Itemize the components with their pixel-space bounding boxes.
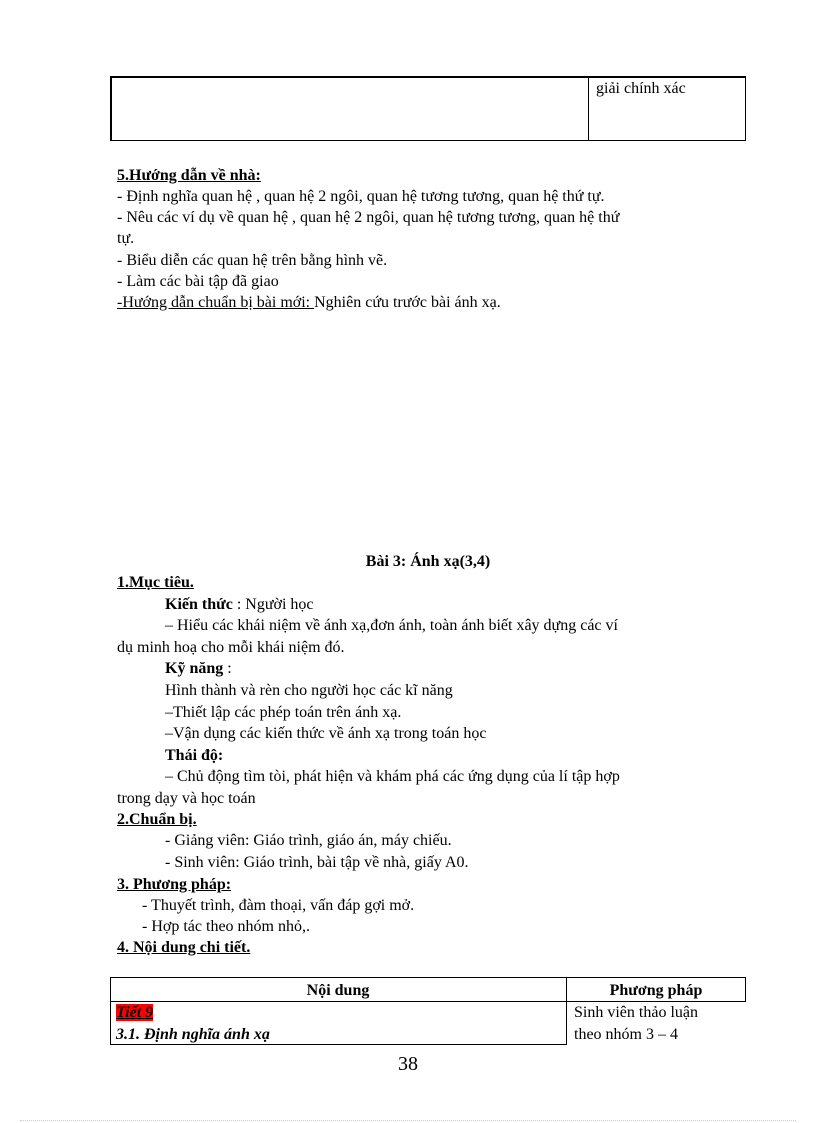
skills-item: –Vận dụng các kiến thức về ánh xạ trong toán học xyxy=(165,725,487,742)
skills-suffix: : xyxy=(223,660,232,677)
page-number: 38 xyxy=(398,1053,418,1075)
attitude-desc: – Chủ động tìm tòi, phát hiện và khám phá các ứng dụng của lí tập hợp xyxy=(165,768,620,785)
content-heading: 4. Nội dung chi tiết. xyxy=(117,939,251,956)
homework-heading: 5.Hướng dẫn về nhà: xyxy=(117,167,261,184)
footer-divider xyxy=(20,1120,796,1121)
method-item: - Thuyết trình, đàm thoại, vấn đáp gợi mở. xyxy=(142,897,415,914)
section-title: 3.1. Định nghĩa ánh xạ xyxy=(116,1026,270,1043)
homework-line: - Nêu các ví dụ về quan hệ , quan hệ 2 ngôi, quan hệ tương tương, quan hệ thứ xyxy=(117,209,620,226)
homework-prep-text: Nghiên cứu trước bài ánh xạ. xyxy=(314,294,501,311)
skills-item: Hình thành và rèn cho người học các kĩ năng xyxy=(165,682,453,699)
method-cell-line: theo nhóm 3 – 4 xyxy=(574,1026,678,1043)
knowledge-desc: – Hiểu các khái niệm về ánh xạ,đơn ánh, toàn ánh biết xây dựng các ví xyxy=(165,617,618,634)
homework-prep-line xyxy=(117,292,501,313)
knowledge-text: : Người học xyxy=(232,596,314,613)
attitude-label: Thái độ: xyxy=(165,747,224,764)
method-item: - Hợp tác theo nhóm nhỏ,. xyxy=(142,918,310,935)
content-table xyxy=(110,977,746,1045)
skills-label: Kỹ năng xyxy=(165,660,224,677)
prep-item: - Giảng viên: Giáo trình, giáo án, máy chiếu. xyxy=(165,832,452,849)
prep-heading: 2.Chuẩn bị. xyxy=(117,811,197,828)
homework-prep-label: -Hướng dẫn chuẩn bị bài mới: xyxy=(117,294,315,311)
lesson-title: Bài 3: Ánh xạ(3,4) xyxy=(365,553,491,570)
table-header-method: Phương pháp xyxy=(609,982,703,999)
homework-line: - Định nghĩa quan hệ , quan hệ 2 ngôi, quan hệ tương tương, quan hệ thứ tự. xyxy=(117,188,605,205)
skills-line xyxy=(165,658,232,679)
knowledge-desc: dụ minh hoạ cho mỗi khái niệm đó. xyxy=(117,639,345,656)
period-highlight: Tiết 9 xyxy=(116,1004,154,1021)
period-label xyxy=(116,1002,153,1023)
method-cell-line: Sinh viên thảo luận xyxy=(574,1004,698,1021)
method-heading: 3. Phương pháp: xyxy=(117,876,232,893)
prep-item: - Sinh viên: Giáo trình, bài tập về nhà, giấy A0. xyxy=(165,854,469,871)
attitude-desc: trong dạy và học toán xyxy=(117,790,256,807)
knowledge-line xyxy=(165,594,314,615)
skills-item: –Thiết lập các phép toán trên ánh xạ. xyxy=(165,704,402,721)
homework-line: - Làm các bài tập đã giao xyxy=(117,273,279,290)
table-divider xyxy=(588,78,589,140)
table-header-content: Nội dung xyxy=(306,982,370,999)
homework-line: tự. xyxy=(117,230,135,247)
table-cell-text: giải chính xác xyxy=(596,80,686,97)
knowledge-label: Kiến thức xyxy=(165,596,233,613)
objectives-heading: 1.Mục tiêu. xyxy=(117,574,194,591)
homework-line: - Biểu diễn các quan hệ trên bằng hình vẽ. xyxy=(117,252,388,269)
top-table xyxy=(110,76,746,141)
